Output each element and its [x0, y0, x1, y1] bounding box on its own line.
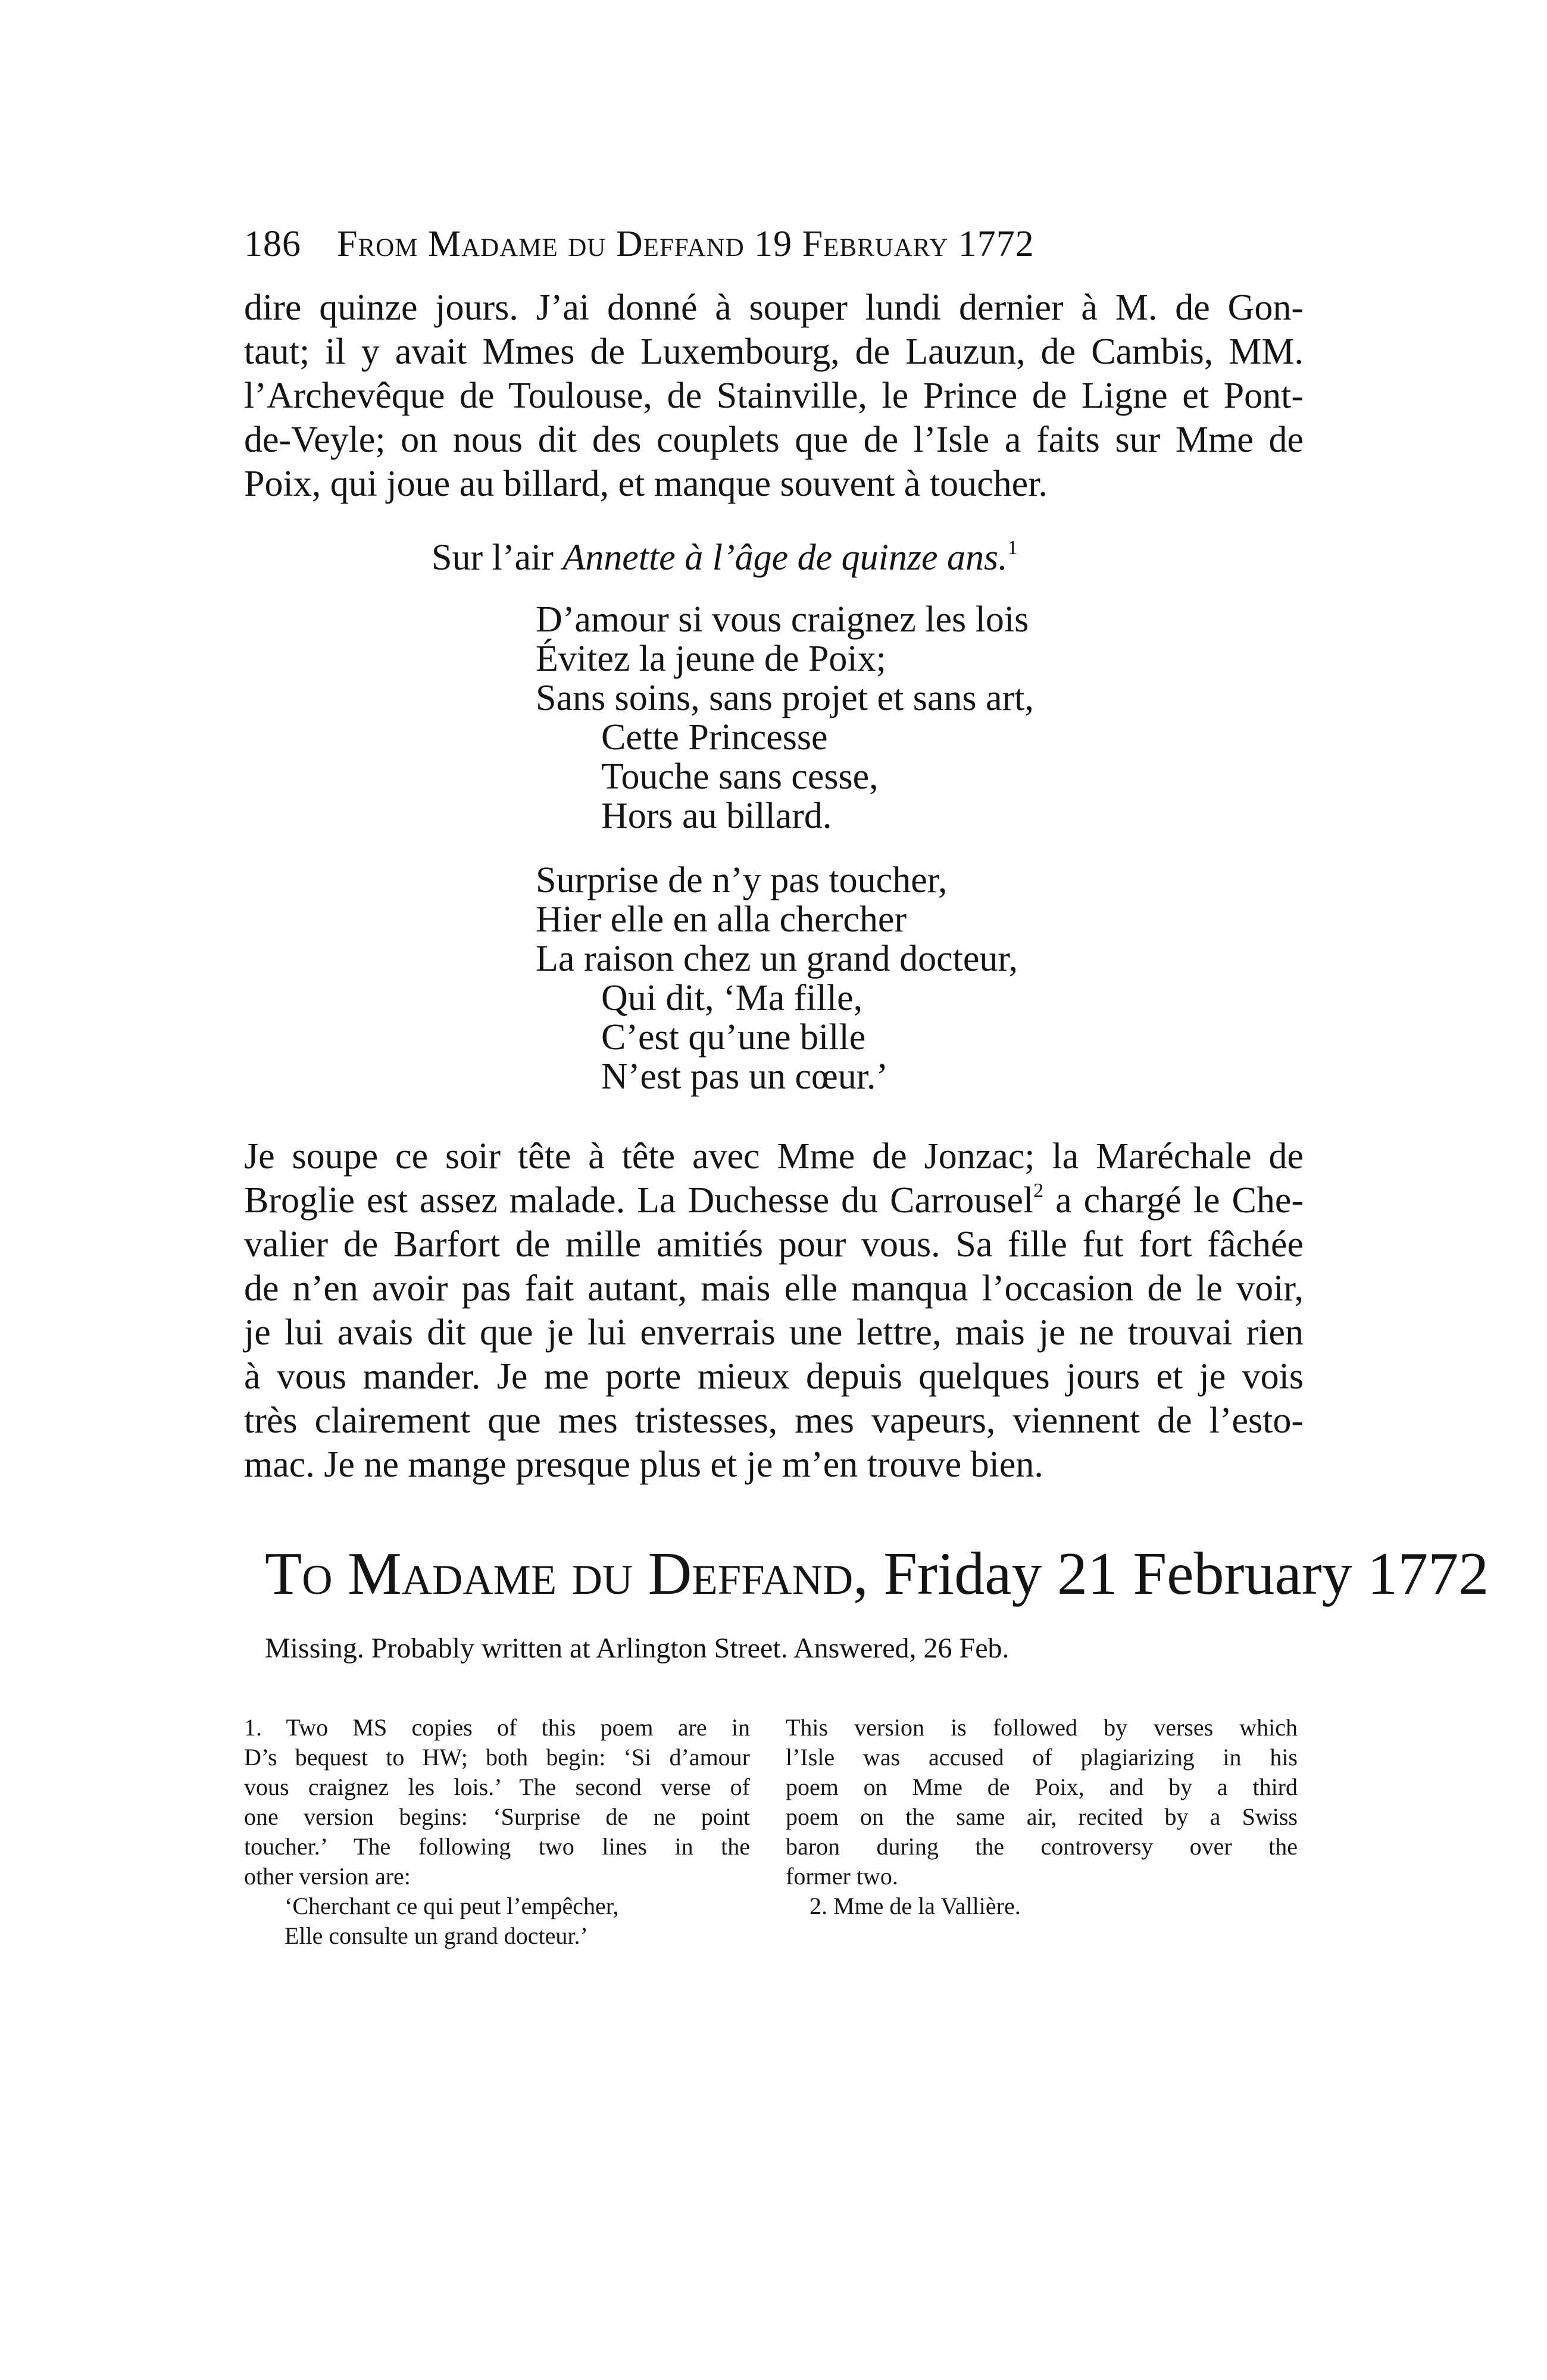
verse-line: Cette Princesse — [601, 717, 828, 758]
opening-line-2: taut; il y avait Mmes de Luxembourg, de Lauzun, de Cambis, MM. — [244, 331, 1304, 372]
verse-line: Sans soins, sans projet et sans art, — [536, 678, 1034, 718]
air-prefix: Sur l’air — [432, 537, 563, 578]
letter-note: Missing. Probably written at Arlington Street. Answered, 26 Feb. — [265, 1632, 1010, 1664]
footnote-line: one version begins: ‘Surprise de ne point — [244, 1803, 750, 1830]
opening-line-4: de-Veyle; on nous dit des couplets que de l’Isle a faits sur Mme de — [244, 420, 1304, 460]
closing-line-7: très clairement que mes tristesses, mes vapeurs, viennent de l’esto- — [244, 1400, 1304, 1441]
air-title: Annette à l’âge de quinze ans. — [562, 537, 1008, 578]
song-air — [432, 536, 1018, 580]
footnote-line: other version are: — [244, 1863, 411, 1890]
footnote-line: l’Isle was accused of plagiarizing in his — [786, 1744, 1298, 1771]
verse-line: Touche sans cesse, — [601, 756, 879, 797]
footnote-ref-1: 1 — [1007, 537, 1018, 559]
footnote-line: This version is followed by verses which — [786, 1714, 1298, 1741]
verse-line: Hors au billard. — [601, 796, 832, 836]
footnote-line: former two. — [786, 1863, 898, 1890]
closing-line-1: Je soupe ce soir tête à tête avec Mme de Jonzac; la Maréchale de — [244, 1136, 1304, 1177]
verse-line: La raison chez un grand docteur, — [536, 939, 1018, 979]
verse-line: Hier elle en alla chercher — [536, 899, 907, 940]
footnote-line: ‘Cherchant ce qui peut l’empêcher, — [285, 1893, 619, 1919]
running-head — [244, 220, 1035, 268]
footnote-line: 2. Mme de la Vallière. — [810, 1893, 1021, 1919]
letter-heading-recipient: To Madame du Deffand, — [265, 1540, 868, 1607]
footnote-line: D’s bequest to HW; both begin: ‘Si d’amour — [244, 1744, 750, 1771]
verse-line: Évitez la jeune de Poix; — [536, 639, 886, 679]
footnote-ref-2: 2 — [1033, 1180, 1044, 1202]
closing-line-5: je lui avais dit que je lui enverrais une lettre, mais je ne trouvai rien — [244, 1312, 1304, 1353]
verse-line: Surprise de n’y pas toucher, — [536, 860, 948, 900]
opening-line-3: l’Archevêque de Toulouse, de Stainville, le Prince de Ligne et Pont- — [244, 376, 1304, 416]
footnote-line: Elle consulte un grand docteur.’ — [285, 1922, 588, 1949]
footnote-line: baron during the controversy over the — [786, 1833, 1298, 1860]
opening-line-5: Poix, qui joue au billard, et manque souvent à toucher. — [244, 464, 1048, 504]
closing-line-4: de n’en avoir pas fait autant, mais elle manqua l’occasion de le voir, — [244, 1268, 1304, 1309]
footnote-line: 1. Two MS copies of this poem are in — [244, 1714, 750, 1741]
page-number: 186 — [244, 224, 301, 264]
closing-line-2: Broglie est assez malade. La Duchesse du Carrousel$^2$ a chargé le Che- — [244, 1180, 1304, 1221]
footnote-line: toucher.’ The following two lines in the — [244, 1833, 750, 1860]
letter-heading — [265, 1538, 1489, 1610]
opening-line-1: dire quinze jours. J’ai donné à souper lundi dernier à M. de Gon- — [244, 287, 1304, 328]
verse-line: C’est qu’une bille — [601, 1017, 866, 1058]
verse-line: Qui dit, ‘Ma fille, — [601, 978, 863, 1018]
verse-line: D’amour si vous craignez les lois — [536, 599, 1029, 640]
footnote-line: poem on Mme de Poix, and by a third — [786, 1774, 1298, 1800]
letter-heading-date: Friday 21 February 1772 — [868, 1540, 1489, 1607]
closing-line-8: mac. Je ne mange presque plus et je m’en trouve bien. — [244, 1444, 1043, 1485]
closing-line-3: valier de Barfort de mille amitiés pour vous. Sa fille fut fort fâchée — [244, 1224, 1304, 1265]
verse-line: N’est pas un cœur.’ — [601, 1056, 889, 1097]
closing-line-6: à vous mander. Je me porte mieux depuis quelques jours et je vois — [244, 1356, 1304, 1397]
running-title: From Madame du Deffand 19 February 1772 — [337, 224, 1035, 264]
footnote-line: vous craignez les lois.’ The second verse of — [244, 1774, 750, 1800]
footnote-line: poem on the same air, recited by a Swiss — [786, 1803, 1298, 1830]
